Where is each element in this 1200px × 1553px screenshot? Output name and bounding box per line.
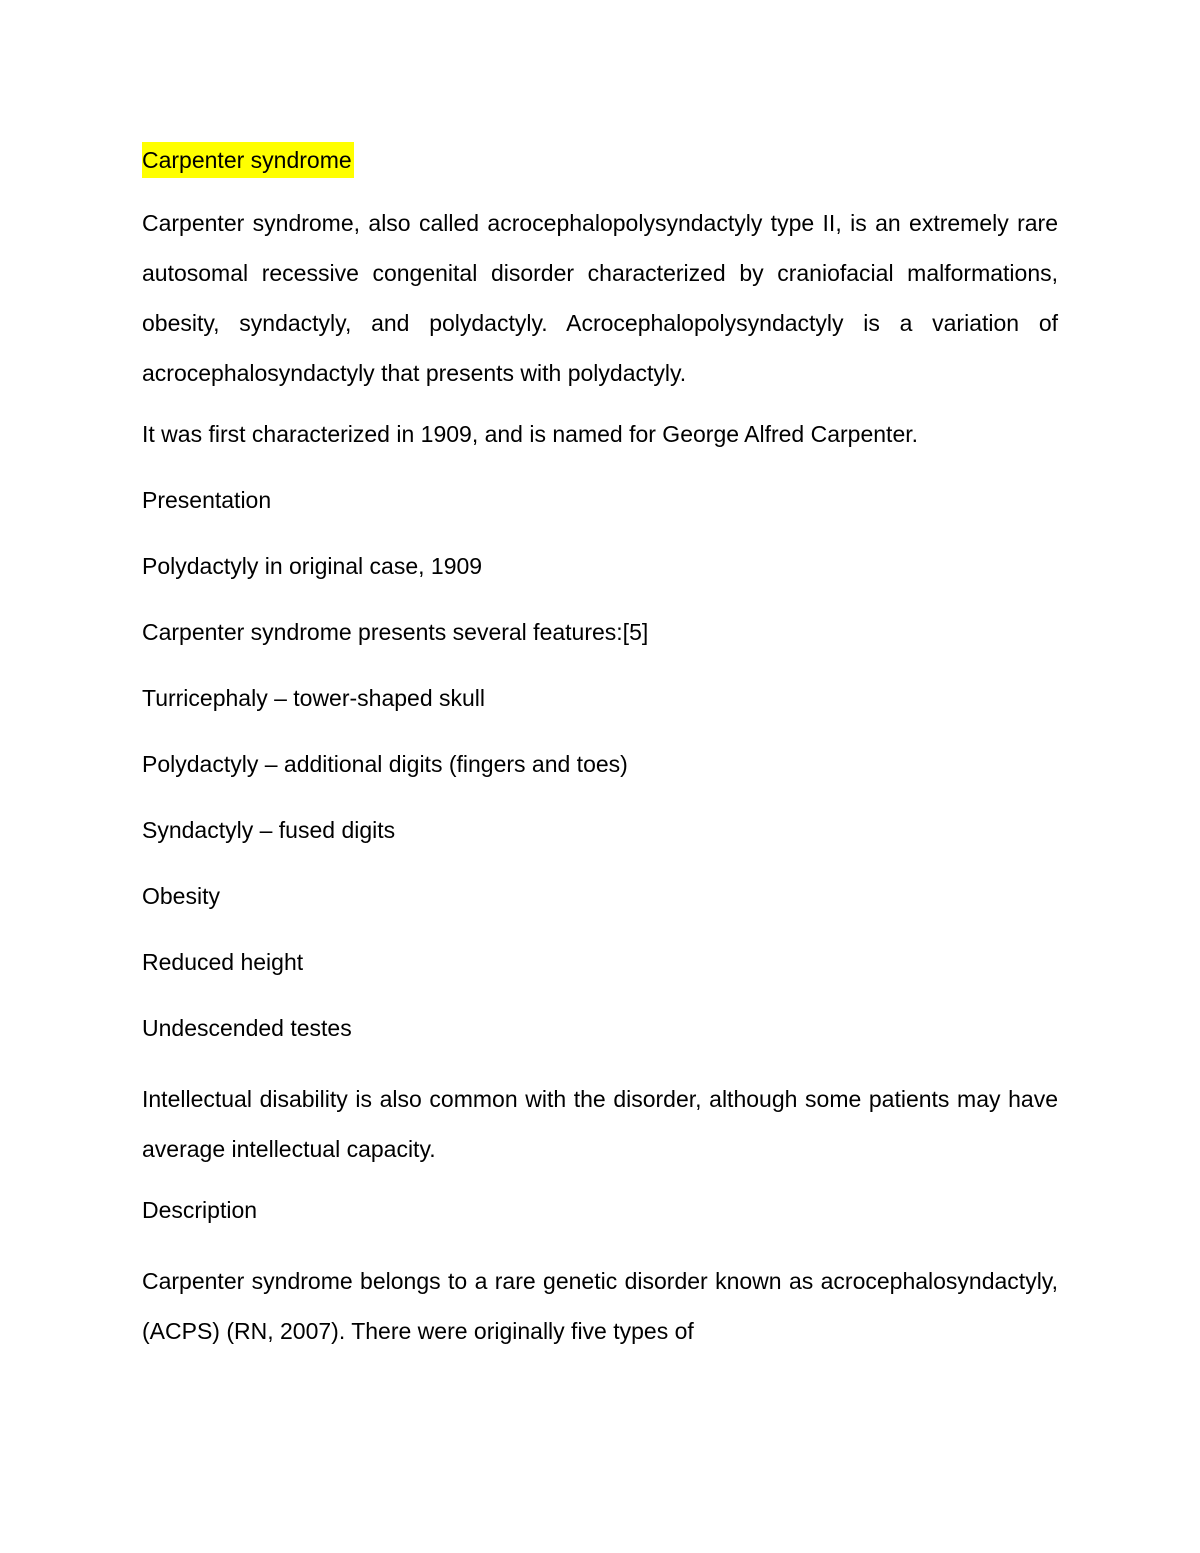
feature-item-obesity: Obesity xyxy=(142,883,220,909)
caption-original-case: Polydactyly in original case, 1909 xyxy=(142,553,483,579)
paragraph-intellectual-disability: Intellectual disability is also common with the disorder, although some patients may have average intellectual capacity. xyxy=(142,1086,1058,1162)
paragraph-intro: Carpenter syndrome, also called acrocephalopolysyndactyly type II, is an extremely rare autosomal recessive congenital disorder characterized by craniofacial malformations, obesity, syndactyly, and polydactyly. Acrocephalopolysyndactyly is a variation of acrocephalosyndactyly that presents with polydactyly. xyxy=(142,210,1058,386)
paragraph-features-intro: Carpenter syndrome presents several features:[5] xyxy=(142,619,649,645)
feature-item-polydactyly: Polydactyly – additional digits (fingers and toes) xyxy=(142,751,628,777)
feature-item-turricephaly: Turricephaly – tower-shaped skull xyxy=(142,685,486,711)
feature-item-reduced-height: Reduced height xyxy=(142,949,304,975)
document-title-line xyxy=(142,140,1058,180)
feature-item-syndactyly: Syndactyly – fused digits xyxy=(142,817,396,843)
document-title: Carpenter syndrome xyxy=(142,142,354,178)
feature-item-undescended-testes: Undescended testes xyxy=(142,1015,352,1041)
paragraph-history: It was first characterized in 1909, and is named for George Alfred Carpenter. xyxy=(142,421,919,447)
paragraph-description: Carpenter syndrome belongs to a rare genetic disorder known as acrocephalosyndactyly, (ACPS) (RN, 2007). There were originally five types of xyxy=(142,1268,1058,1344)
section-heading-presentation: Presentation xyxy=(142,487,272,513)
document-body xyxy=(142,140,1058,1372)
section-heading-description: Description xyxy=(142,1197,258,1223)
